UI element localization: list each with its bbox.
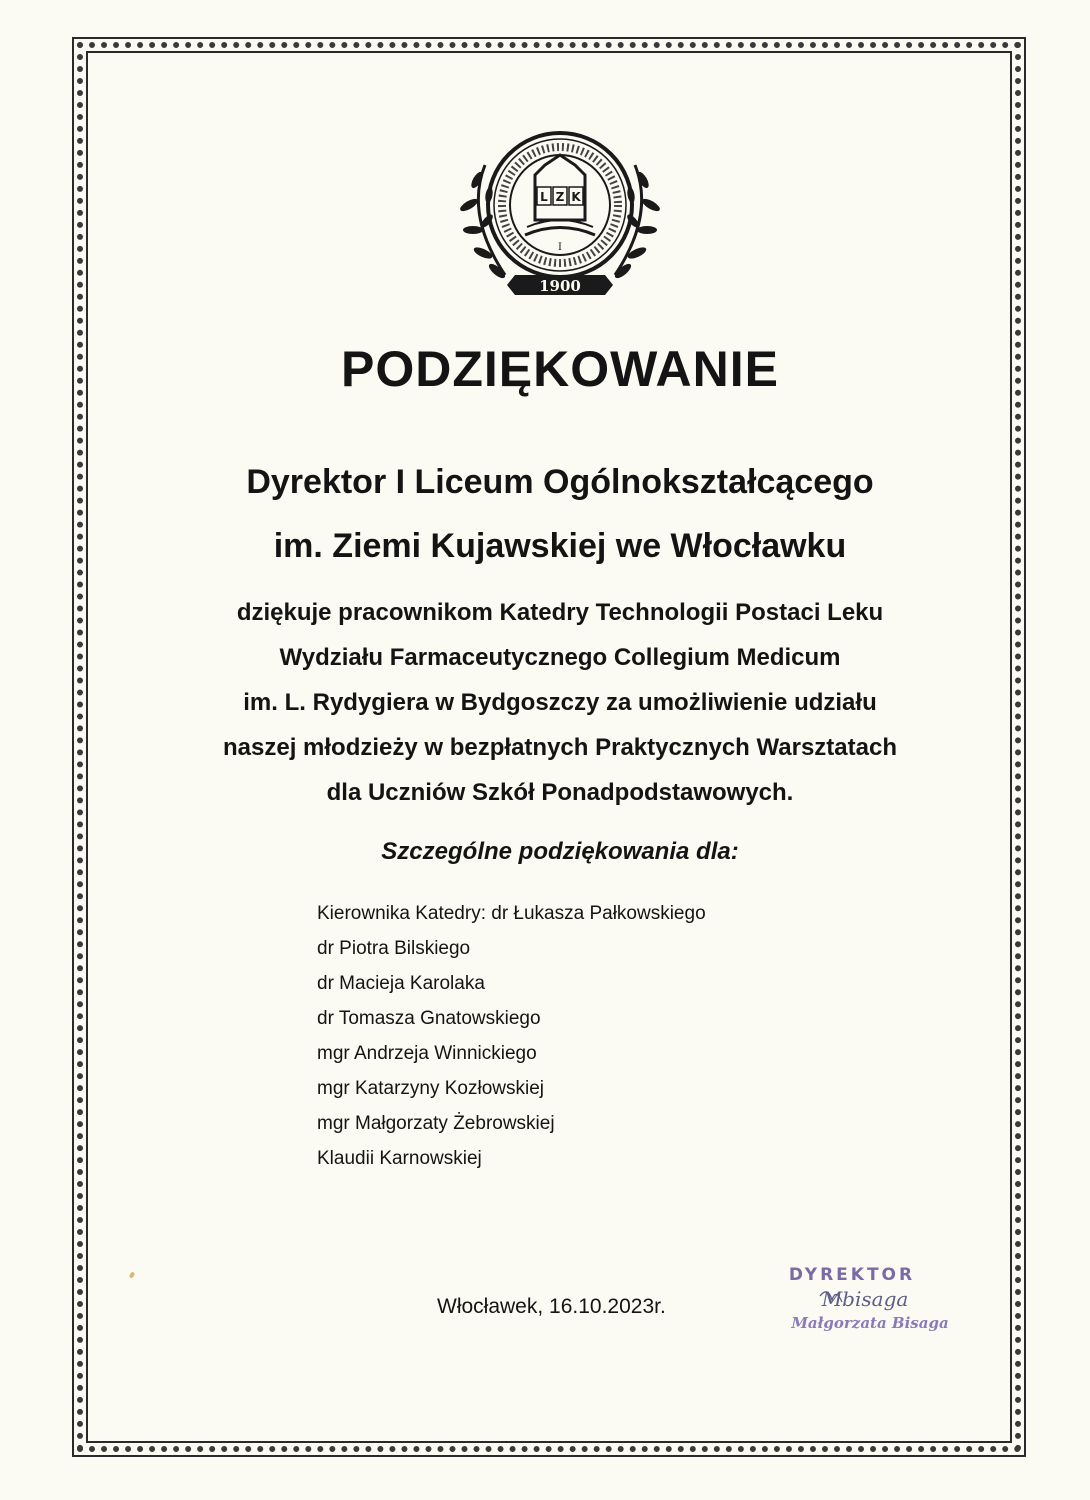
list-item: dr Piotra Bilskiego	[317, 938, 471, 959]
place-date: Włocławek, 16.10.2023r.	[437, 1295, 666, 1318]
stamp-title: DYREKTOR	[788, 1265, 916, 1285]
emblem-letter: K	[571, 190, 581, 204]
list-item: mgr Katarzyny Kozłowskiej	[317, 1078, 545, 1099]
body-line: dla Uczniów Szkół Ponadpodstawowych.	[326, 779, 794, 806]
director-stamp	[770, 1258, 960, 1338]
school-emblem	[455, 125, 665, 310]
emblem-roman-numeral: I	[558, 242, 562, 253]
list-item: dr Tomasza Gnatowskiego	[317, 1008, 541, 1029]
issuer-line: im. Ziemi Kujawskiej we Włocławku	[273, 527, 847, 565]
body-line: im. L. Rydygiera w Bydgoszczy za umożliwienie udziału	[243, 689, 877, 716]
issuer-line: Dyrektor I Liceum Ogólnokształcącego	[246, 463, 874, 501]
body-line: Wydziału Farmaceutycznego Collegium Medicum	[279, 644, 841, 671]
emblem-year: 1900	[539, 277, 581, 295]
body-line: naszej młodzieży w bezpłatnych Praktycznych Warsztatach	[223, 734, 897, 761]
names-list	[317, 896, 706, 1176]
body-line: dziękuje pracownikom Katedry Technologii Postaci Leku	[236, 599, 884, 626]
document-title: PODZIĘKOWANIE	[340, 341, 780, 397]
list-item: mgr Andrzeja Winnickiego	[317, 1043, 537, 1064]
issuer-block	[0, 450, 1090, 578]
special-thanks-heading: Szczególne podziękowania dla:	[381, 838, 739, 865]
list-item: mgr Małgorzaty Żebrowskiej	[317, 1113, 555, 1134]
list-item: Kierownika Katedry: dr Łukasza Pałkowskiego	[317, 903, 706, 924]
thanks-body	[0, 590, 1090, 815]
list-item: dr Macieja Karolaka	[317, 973, 485, 994]
laurel-left-icon	[458, 165, 507, 280]
emblem-letter: Z	[555, 190, 565, 204]
laurel-right-icon	[613, 165, 662, 280]
emblem-letter: L	[540, 190, 548, 204]
signature: Mbisaga	[821, 1287, 909, 1311]
stamp-name: Małgorzata Bisaga	[791, 1314, 949, 1332]
list-item: Klaudii Karnowskiej	[317, 1148, 482, 1169]
